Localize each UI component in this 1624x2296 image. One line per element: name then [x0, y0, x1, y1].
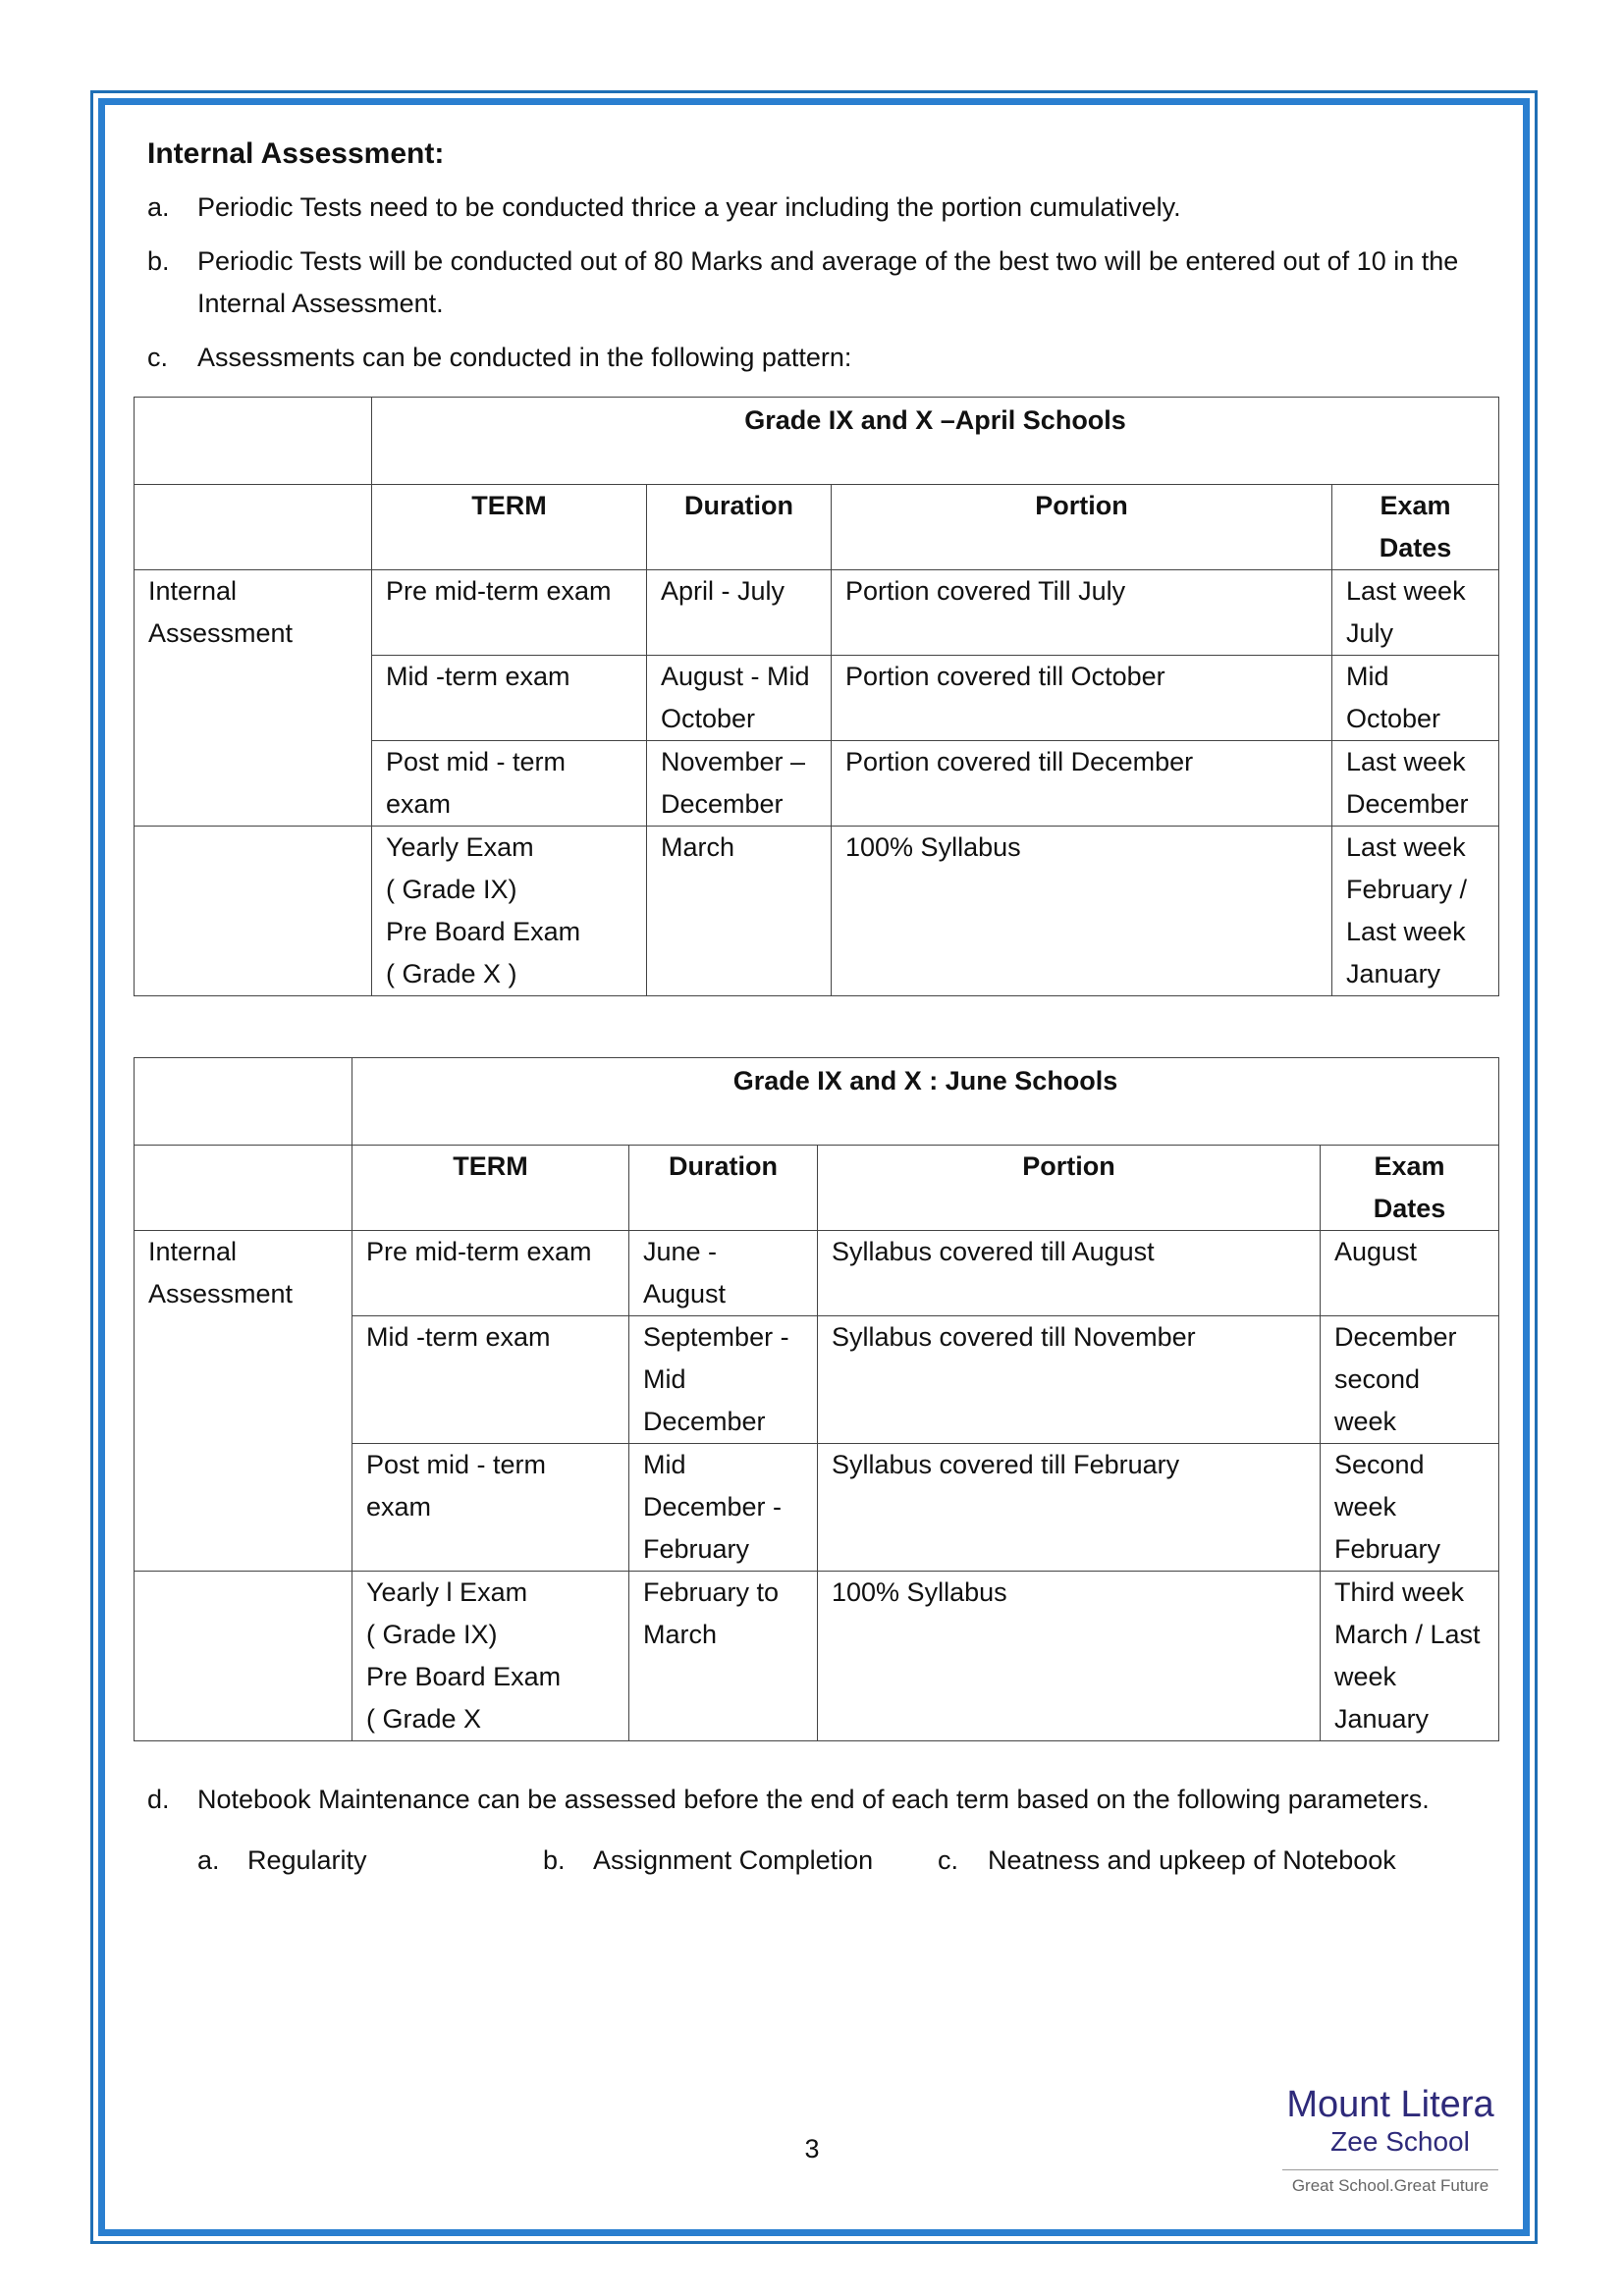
term-line: Yearly Exam	[386, 832, 534, 862]
exam-dates-cell: Last week February / Last week January	[1332, 827, 1499, 996]
term-line: Pre Board Exam	[386, 917, 581, 946]
table-cell	[135, 1058, 352, 1146]
term-cell: Mid -term exam	[352, 1316, 629, 1444]
logo-divider	[1282, 2169, 1498, 2170]
table-row	[135, 1572, 1499, 1741]
logo-tagline: Great School.Great Future	[1291, 2176, 1489, 2195]
term-line: ( Grade X )	[386, 959, 517, 988]
table-row	[135, 656, 1499, 741]
exam-dates-cell: August	[1321, 1231, 1499, 1316]
list-item	[147, 187, 1506, 229]
list-text: Assessments can be conducted in the following pattern:	[197, 343, 852, 372]
table-header-row	[135, 1146, 1499, 1231]
term-cell: Pre mid-term exam	[372, 570, 647, 656]
parameter-item	[543, 1840, 938, 1882]
column-header-term: TERM	[352, 1146, 629, 1231]
table-row	[135, 827, 1499, 996]
page-number: 3	[804, 2134, 820, 2163]
june-schools-table	[134, 1057, 1499, 1741]
column-header-duration: Duration	[647, 485, 832, 570]
term-line: Yearly l Exam	[366, 1577, 528, 1607]
term-cell: Post mid - term exam	[372, 741, 647, 827]
term-line: ( Grade IX)	[366, 1620, 498, 1649]
portion-cell: Portion covered Till July	[832, 570, 1332, 656]
table-row	[135, 1444, 1499, 1572]
list-marker: a.	[147, 192, 170, 222]
table-title: Grade IX and X –April Schools	[372, 398, 1499, 485]
table-title-row	[135, 398, 1499, 485]
exam-dates-cell: Last week July	[1332, 570, 1499, 656]
parameter-item	[938, 1840, 1396, 1882]
list-text: Notebook Maintenance can be assessed before the end of each term based on the following parameters.	[197, 1785, 1430, 1814]
duration-cell: November – December	[647, 741, 832, 827]
table-header-row	[135, 485, 1499, 570]
column-header-term: TERM	[372, 485, 647, 570]
table-cell	[135, 398, 372, 485]
term-cell	[372, 827, 647, 996]
exam-dates-cell: Mid October	[1332, 656, 1499, 741]
term-cell	[352, 1572, 629, 1741]
table-cell	[135, 741, 372, 827]
table-cell	[135, 656, 372, 741]
list-marker: b.	[543, 1845, 566, 1875]
exam-dates-cell: December second week	[1321, 1316, 1499, 1444]
school-logo	[1282, 2083, 1498, 2196]
term-cell: Pre mid-term exam	[352, 1231, 629, 1316]
table-cell	[135, 1316, 352, 1444]
parameter-text: Assignment Completion	[593, 1845, 874, 1875]
table-row	[135, 1231, 1499, 1316]
column-header-duration: Duration	[629, 1146, 818, 1231]
column-header-portion: Portion	[818, 1146, 1321, 1231]
portion-cell: Syllabus covered till November	[818, 1316, 1321, 1444]
portion-cell: 100% Syllabus	[832, 827, 1332, 996]
parameter-text: Regularity	[247, 1845, 367, 1875]
portion-cell: Portion covered till December	[832, 741, 1332, 827]
row-group-label: Internal Assessment	[135, 570, 372, 656]
list-marker: c.	[938, 1845, 959, 1875]
table-cell	[135, 1146, 352, 1231]
table-cell	[135, 827, 372, 996]
column-header-portion: Portion	[832, 485, 1332, 570]
list-item	[147, 337, 1506, 379]
table-title-row	[135, 1058, 1499, 1146]
list-text: Periodic Tests need to be conducted thrice a year including the portion cumulatively.	[197, 192, 1181, 222]
exam-dates-cell: Third week March / Last week January	[1321, 1572, 1499, 1741]
april-schools-table	[134, 397, 1499, 996]
table-title: Grade IX and X : June Schools	[352, 1058, 1499, 1146]
list-item	[147, 1781, 1506, 1818]
exam-dates-cell: Last week December	[1332, 741, 1499, 827]
parameter-text: Neatness and upkeep of Notebook	[988, 1845, 1396, 1875]
duration-cell: September - Mid December	[629, 1316, 818, 1444]
term-line: ( Grade IX)	[386, 875, 517, 904]
list-marker: c.	[147, 343, 169, 372]
duration-cell: April - July	[647, 570, 832, 656]
term-line: Pre Board Exam	[366, 1662, 562, 1691]
table-cell	[135, 485, 372, 570]
list-marker: a.	[197, 1845, 220, 1875]
table-row	[135, 1316, 1499, 1444]
table-row	[135, 570, 1499, 656]
parameter-item	[197, 1840, 543, 1882]
section-title: Internal Assessment:	[147, 137, 445, 170]
page-content	[147, 133, 1506, 1882]
portion-cell: Portion covered till October	[832, 656, 1332, 741]
term-cell: Mid -term exam	[372, 656, 647, 741]
column-header-exam-dates: Exam Dates	[1332, 485, 1499, 570]
logo-line-1: Mount Litera	[1286, 2084, 1494, 2125]
portion-cell: Syllabus covered till August	[818, 1231, 1321, 1316]
portion-cell: Syllabus covered till February	[818, 1444, 1321, 1572]
parameter-list	[147, 1840, 1506, 1882]
table-cell	[135, 1572, 352, 1741]
portion-cell: 100% Syllabus	[818, 1572, 1321, 1741]
duration-cell: August - Mid October	[647, 656, 832, 741]
table-cell	[135, 1444, 352, 1572]
exam-dates-cell: Second week February	[1321, 1444, 1499, 1572]
list-text: Periodic Tests will be conducted out of 80 Marks and average of the best two will be entered out of 10 in the Internal Assessment.	[197, 246, 1459, 318]
table-row	[135, 741, 1499, 827]
duration-cell: Mid December - February	[629, 1444, 818, 1572]
duration-cell: June - August	[629, 1231, 818, 1316]
list-marker: d.	[147, 1785, 170, 1814]
row-group-label: Internal Assessment	[135, 1231, 352, 1316]
column-header-exam-dates: Exam Dates	[1321, 1146, 1499, 1231]
list-marker: b.	[147, 246, 170, 276]
duration-cell: February to March	[629, 1572, 818, 1741]
term-cell: Post mid - term exam	[352, 1444, 629, 1572]
term-line: ( Grade X	[366, 1704, 482, 1734]
logo-line-2: Zee School	[1330, 2126, 1470, 2157]
list-item	[147, 240, 1506, 325]
duration-cell: March	[647, 827, 832, 996]
